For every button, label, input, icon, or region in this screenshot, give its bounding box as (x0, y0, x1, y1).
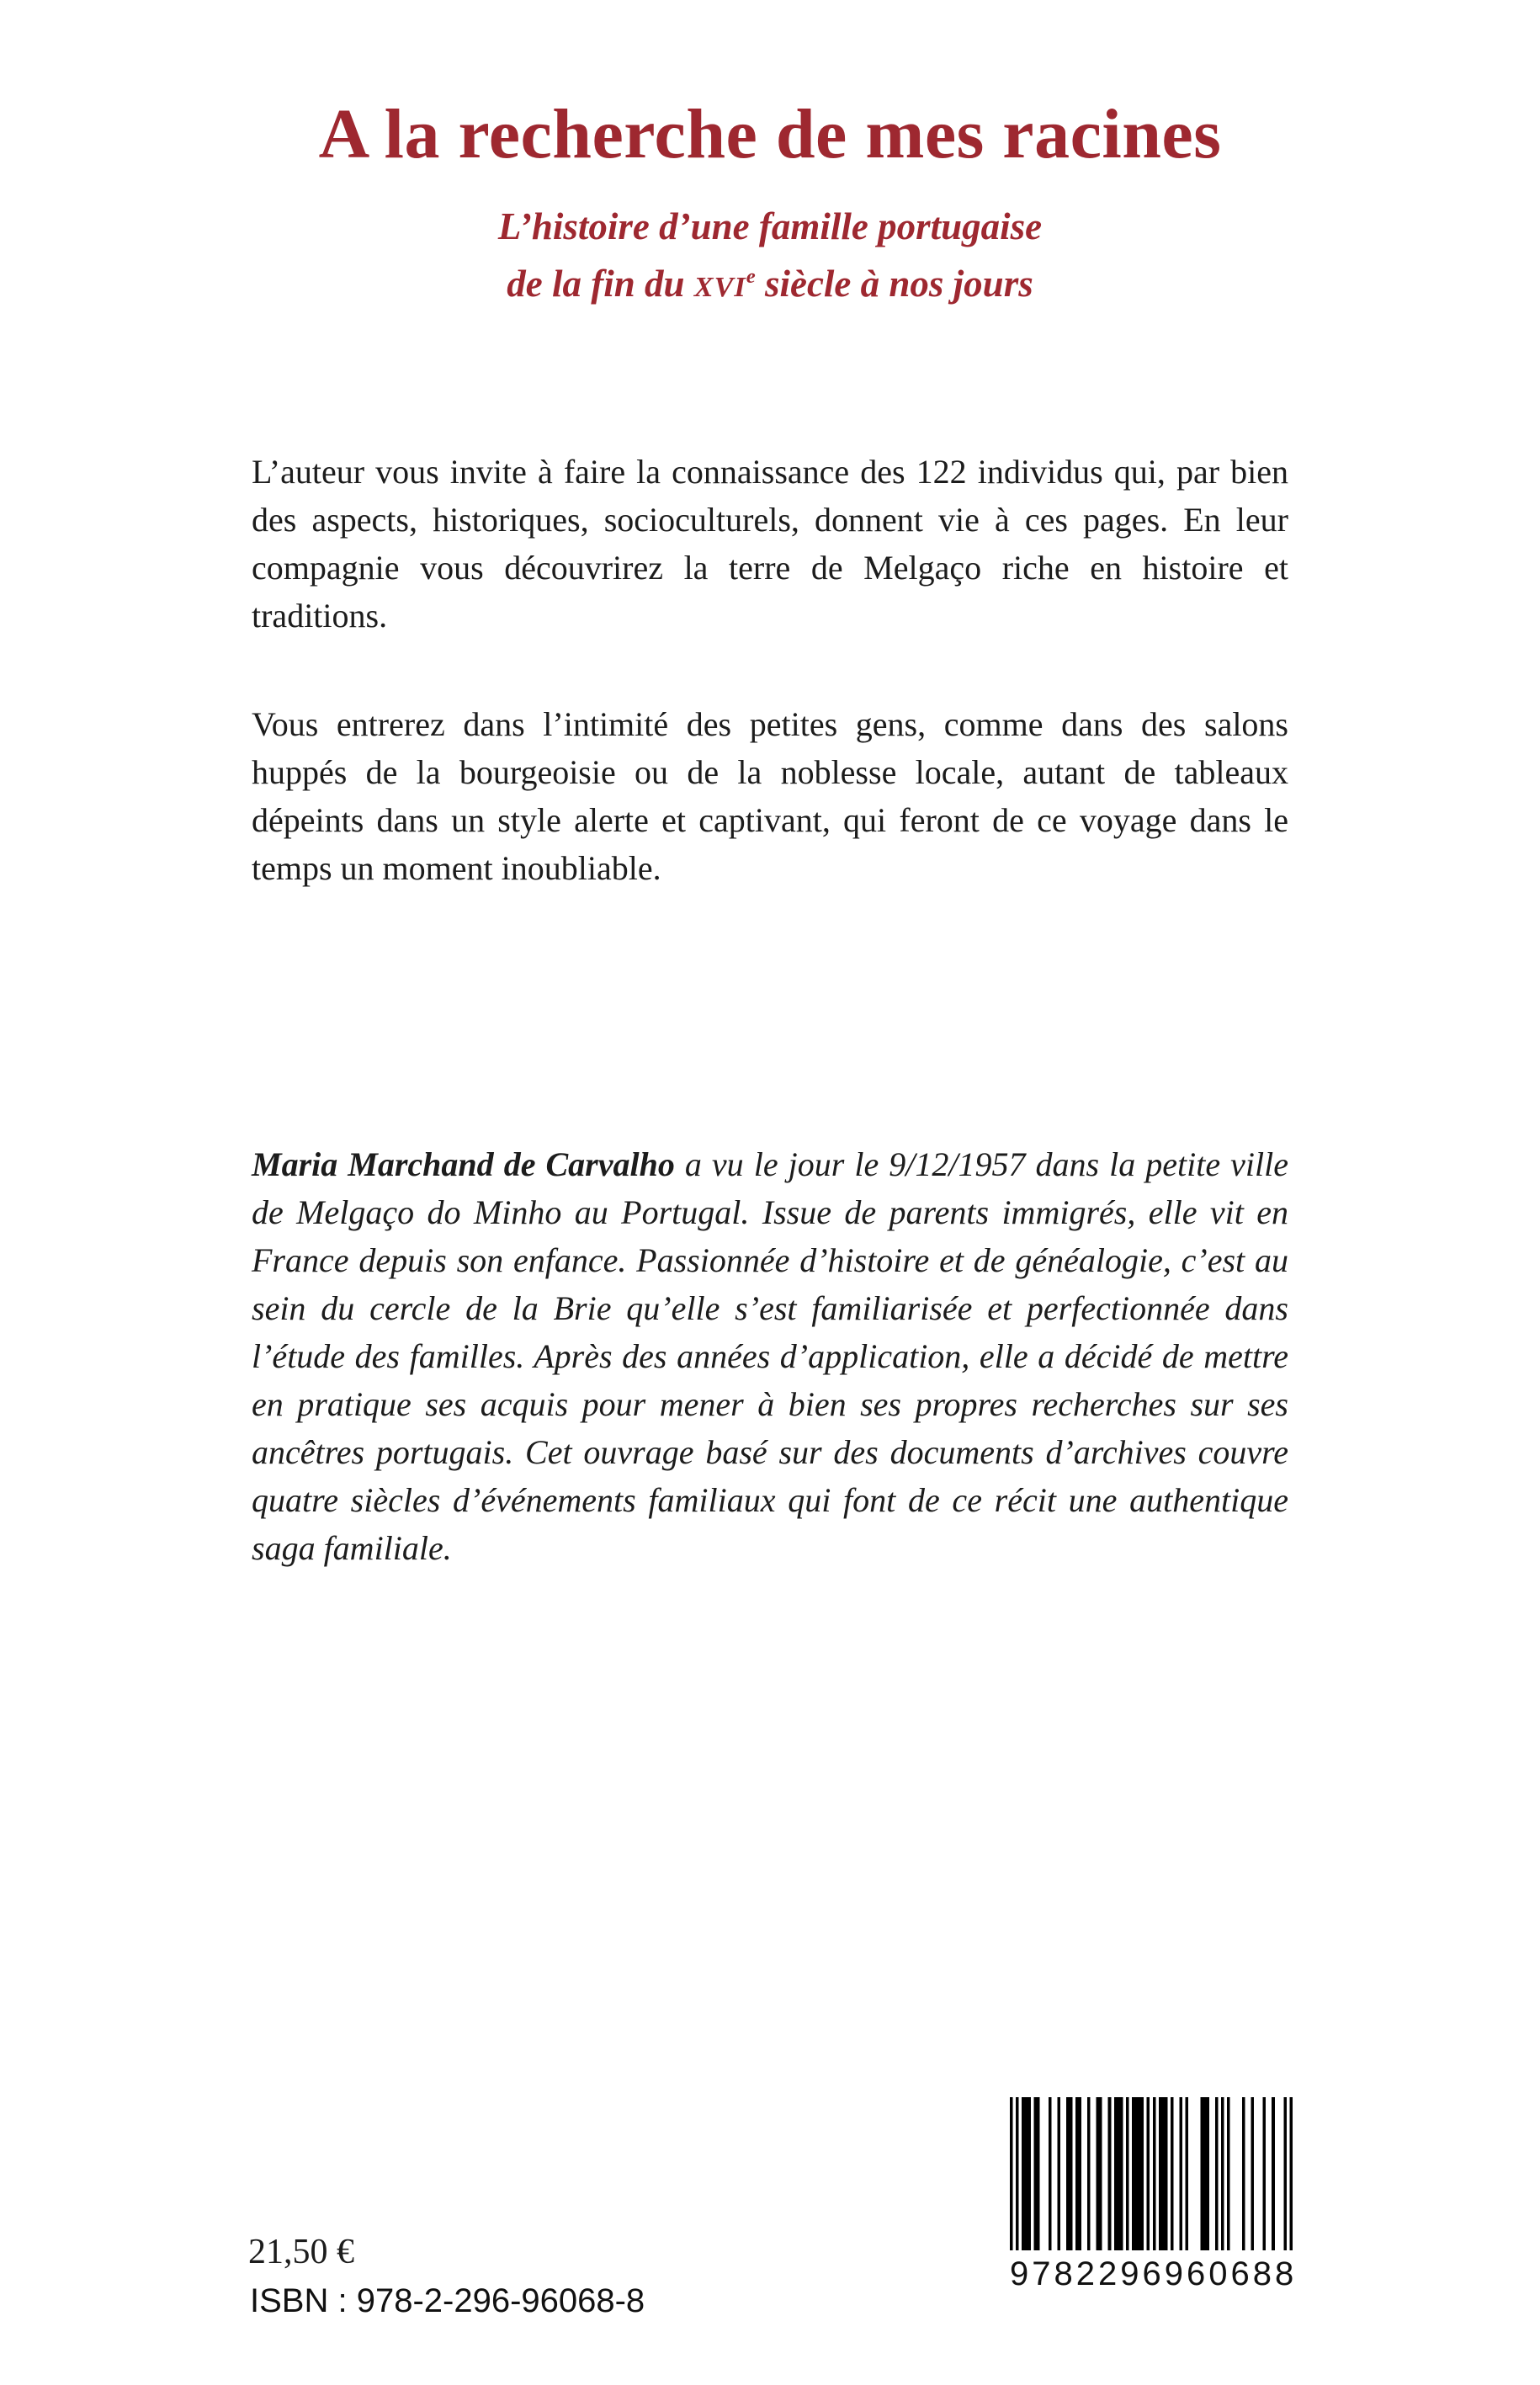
barcode (1010, 2097, 1298, 2293)
author-name: Maria Marchand de Carvalho (252, 1145, 675, 1183)
synopsis-paragraph-2: Vous entrerez dans l’intimité des petites gens, comme dans des salons huppés de la bourgeoisie ou de la noblesse locale, autant de tableaux dépeints dans un style alerte et captivant, qui feront de ce voyage dans le temps un moment inoubliable. (252, 704, 1288, 887)
author-bio-text: a vu le jour le 9/12/1957 dans la petite ville de Melgaço do Minho au Portugal. Issue de parents immigrés, elle vit en France depuis son enfance. Passionnée d’histoire et de généalogie, c’est au sein du cercle de la Brie qu’elle s’est familiarisée et perfectionnée dans l’étude des familles. Après des années d’application, elle a décidé de mettre en pratique ses acquis pour mener à bien ses propres recherches sur ses ancêtres portugais. Cet ouvrage basé sur des documents d’archives couvre quatre siècles d’événements familiaux qui font de ce récit une authentique saga familiale. (252, 1145, 1288, 1567)
subtitle-roman-numeral: XVI (693, 271, 746, 303)
synopsis-paragraph-1: L’auteur vous invite à faire la connaissance des 122 individus qui, par bien des aspects, historiques, socioculturels, donnent vie à ces pages. En leur compagnie vous découvrirez la terre de Melgaço riche en histoire et traditions. (252, 452, 1288, 635)
barcode-number: 9782296960688 (1010, 2255, 1298, 2292)
isbn: ISBN : 978-2-296-96068-8 (250, 2282, 645, 2319)
subtitle-line2-prefix: de la fin du (507, 262, 694, 305)
book-subtitle (0, 201, 1540, 313)
subtitle-line1: L’histoire d’une famille portugaise (497, 205, 1043, 247)
barcode-bars-image (1010, 2097, 1293, 2250)
subtitle-ordinal-suffix: e (746, 264, 756, 288)
author-bio (252, 1140, 1288, 1572)
subtitle-line2-suffix: siècle à nos jours (755, 262, 1033, 305)
price: 21,50 € (248, 2233, 354, 2271)
book-title: A la recherche de mes racines (318, 95, 1222, 173)
subtitle-line2 (0, 252, 1540, 313)
